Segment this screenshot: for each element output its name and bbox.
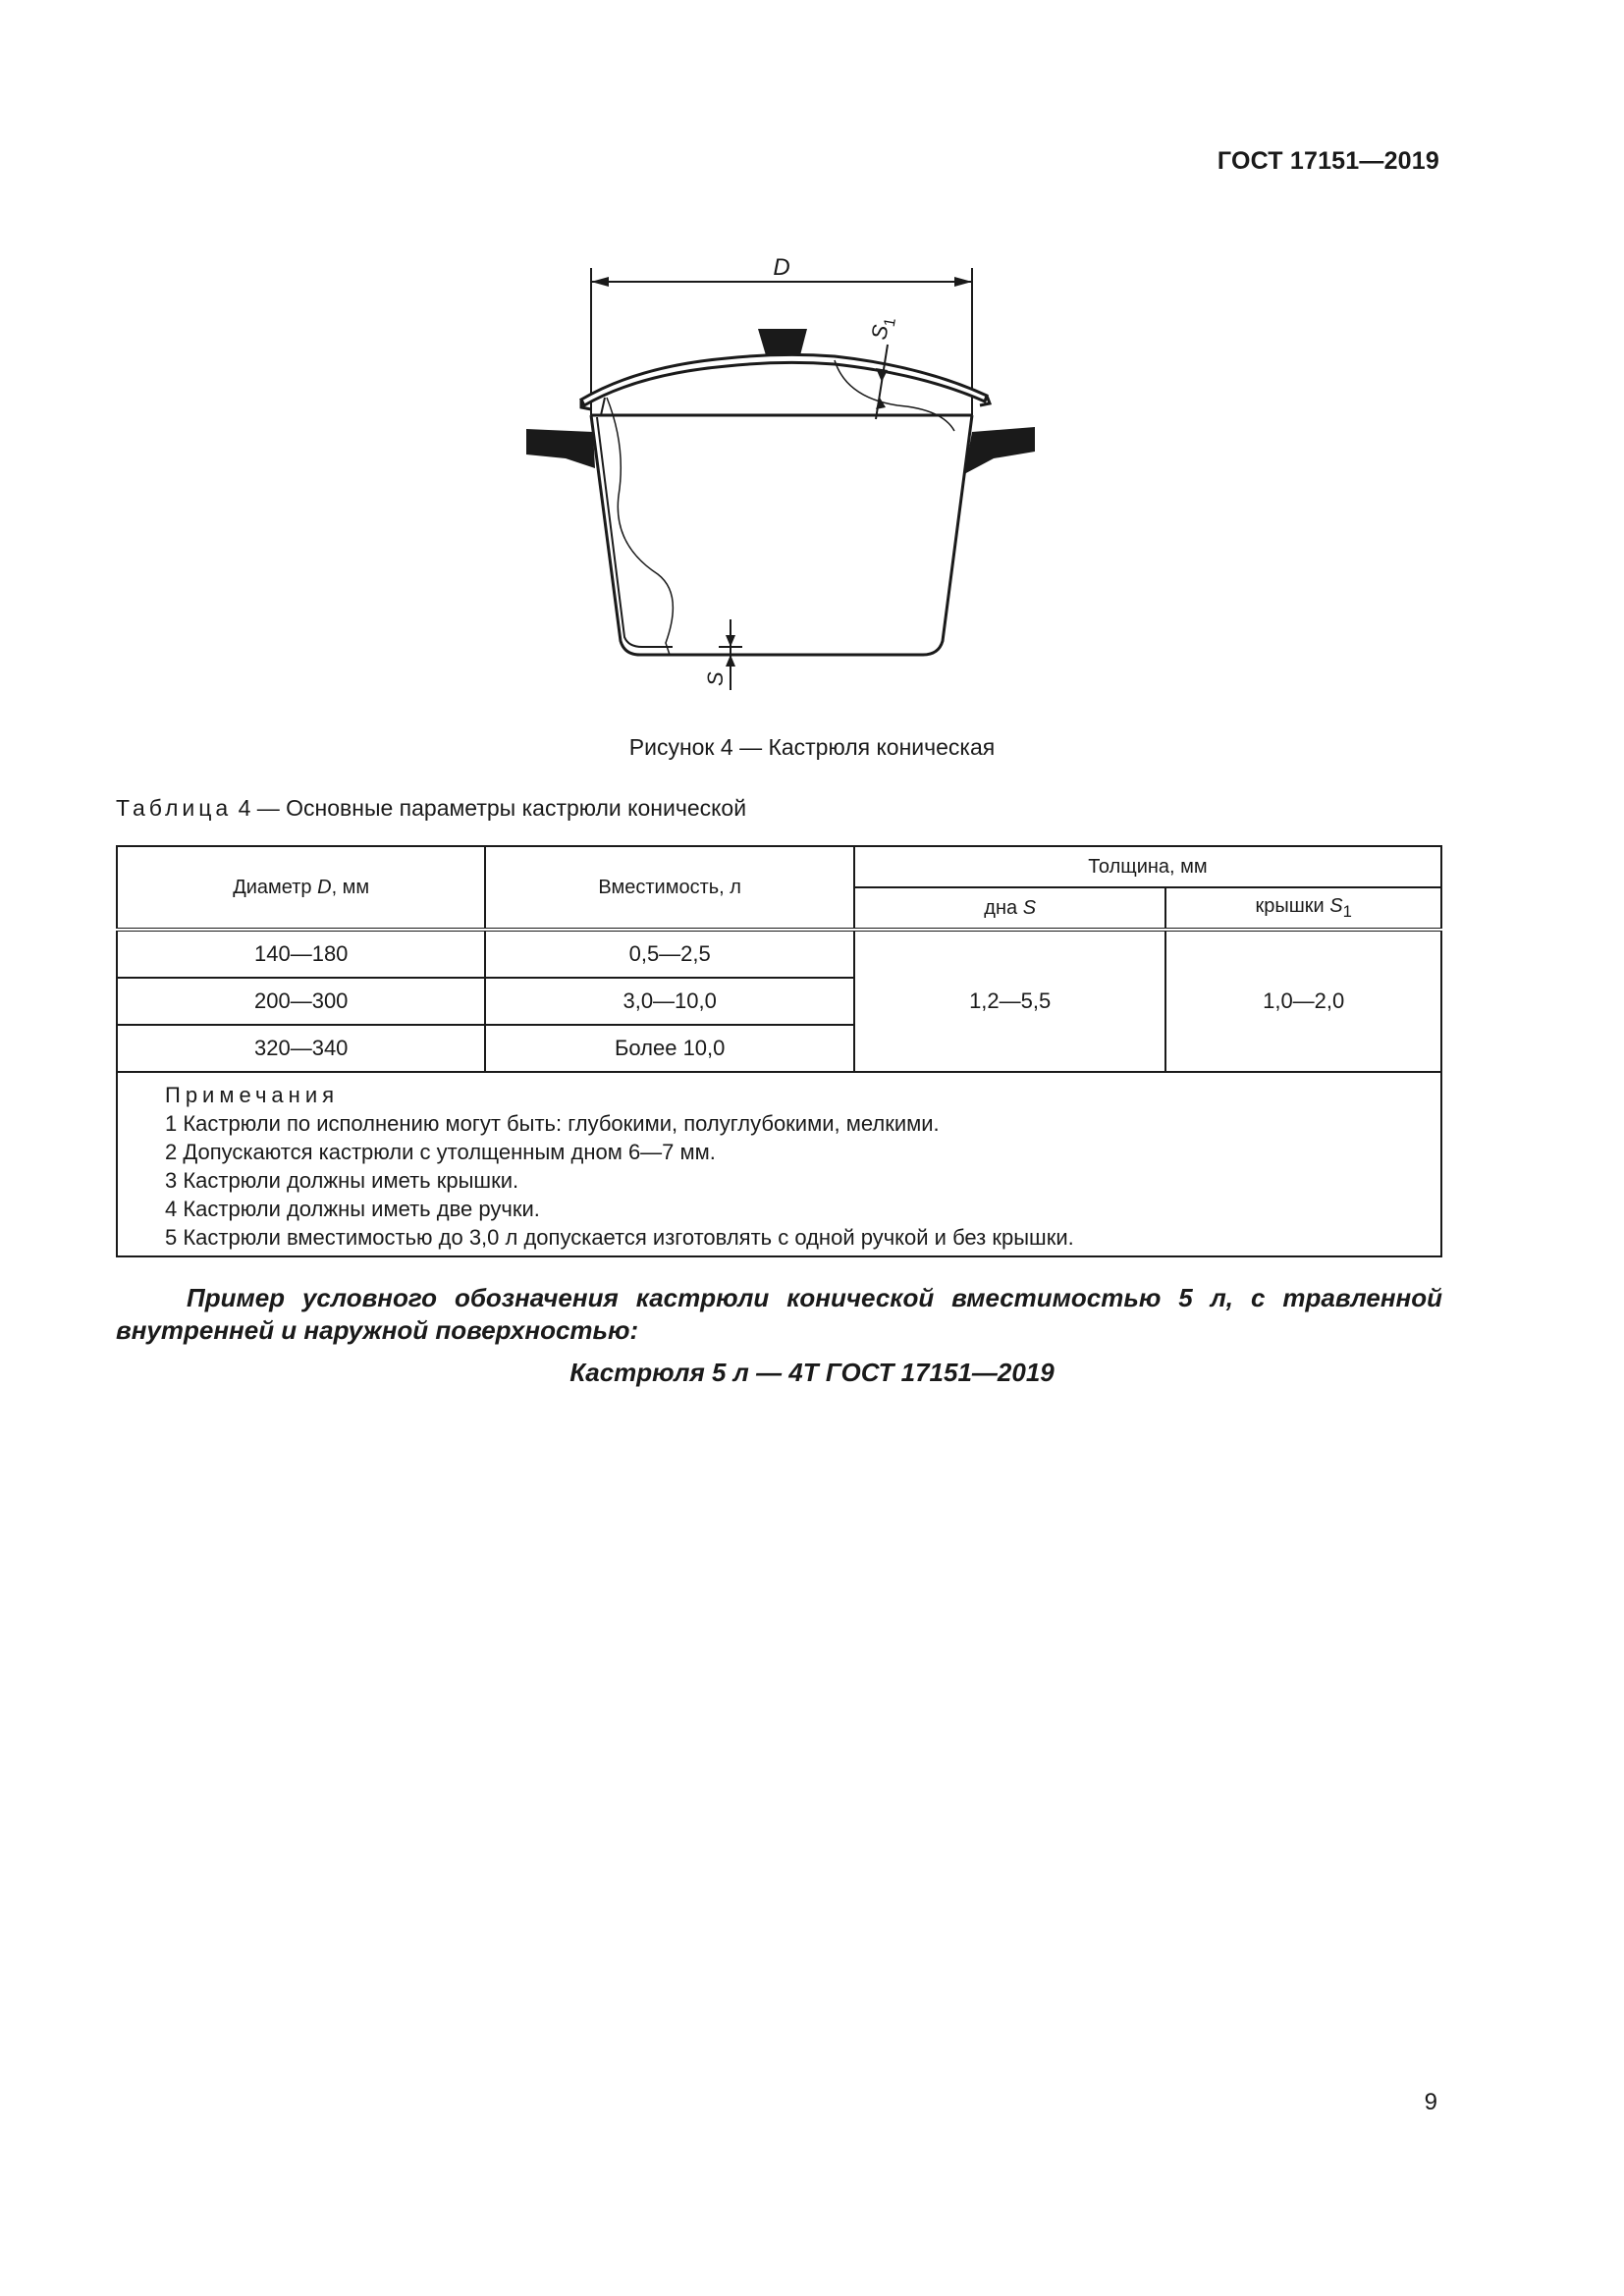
cell-capacity: Более 10,0: [485, 1025, 854, 1072]
header-diameter: Диаметр D, мм: [117, 846, 485, 930]
table-row: [117, 930, 1441, 978]
table-title: [116, 795, 746, 822]
lid: [581, 354, 987, 405]
pot-body: [591, 415, 972, 655]
example-designation: Кастрюля 5 л — 4Т ГОСТ 17151—2019: [569, 1358, 1055, 1387]
header-bottom-thickness: дна S: [854, 887, 1165, 930]
dimension-s1: [876, 345, 888, 419]
cell-capacity: 3,0—10,0: [485, 978, 854, 1025]
cell-diameter: 200—300: [117, 978, 485, 1025]
lid-knob: [758, 329, 807, 355]
table-title-word: Таблица: [116, 795, 233, 821]
table-notes: [117, 1072, 1441, 1256]
figure-caption: Рисунок 4 — Кастрюля коническая: [628, 734, 996, 760]
table-title-text: 4 — Основные параметры кастрюли конической: [232, 795, 747, 821]
lid-rim: [581, 396, 990, 409]
parameters-table: [116, 845, 1442, 1257]
right-handle: [964, 427, 1035, 474]
header-thickness: Толщина, мм: [854, 846, 1441, 887]
cell-diameter: 140—180: [117, 930, 485, 978]
cell-bottom-thickness: 1,2—5,5: [854, 930, 1165, 1072]
document-header: ГОСТ 17151—2019: [1217, 147, 1439, 175]
cell-capacity: 0,5—2,5: [485, 930, 854, 978]
dimension-s-label: S: [703, 671, 728, 686]
cell-lid-thickness: 1,0—2,0: [1165, 930, 1441, 1072]
note-item: 5 Кастрюли вместимостью до 3,0 л допускается изготовлять с одной ручкой и без крышки.: [165, 1225, 1074, 1250]
header-capacity: Вместимость, л: [485, 846, 854, 930]
dimension-d-label: D: [773, 254, 790, 281]
notes-title: Примечания: [165, 1083, 340, 1107]
header-lid-thickness: крышки $S_1$: [1165, 887, 1441, 930]
note-item: 2 Допускаются кастрюли с утолщенным дном 6—7 мм.: [165, 1140, 716, 1164]
page-number: 9: [1424, 2089, 1437, 2115]
cell-diameter: 320—340: [117, 1025, 485, 1072]
dimension-s1-label: $S_1$: [866, 316, 899, 342]
pot-drawing: [511, 250, 1060, 712]
note-item: 1 Кастрюли по исполнению могут быть: глубокими, полуглубокими, мелкими.: [165, 1111, 940, 1136]
example-paragraph: Пример условного обозначения кастрюли конической вместимостью 5 л, с травленной внутренней и наружной поверхностью:: [116, 1283, 1442, 1345]
note-item: 4 Кастрюли должны иметь две ручки.: [165, 1197, 540, 1221]
note-item: 3 Кастрюли должны иметь крышки.: [165, 1168, 519, 1193]
left-handle: [526, 429, 595, 468]
